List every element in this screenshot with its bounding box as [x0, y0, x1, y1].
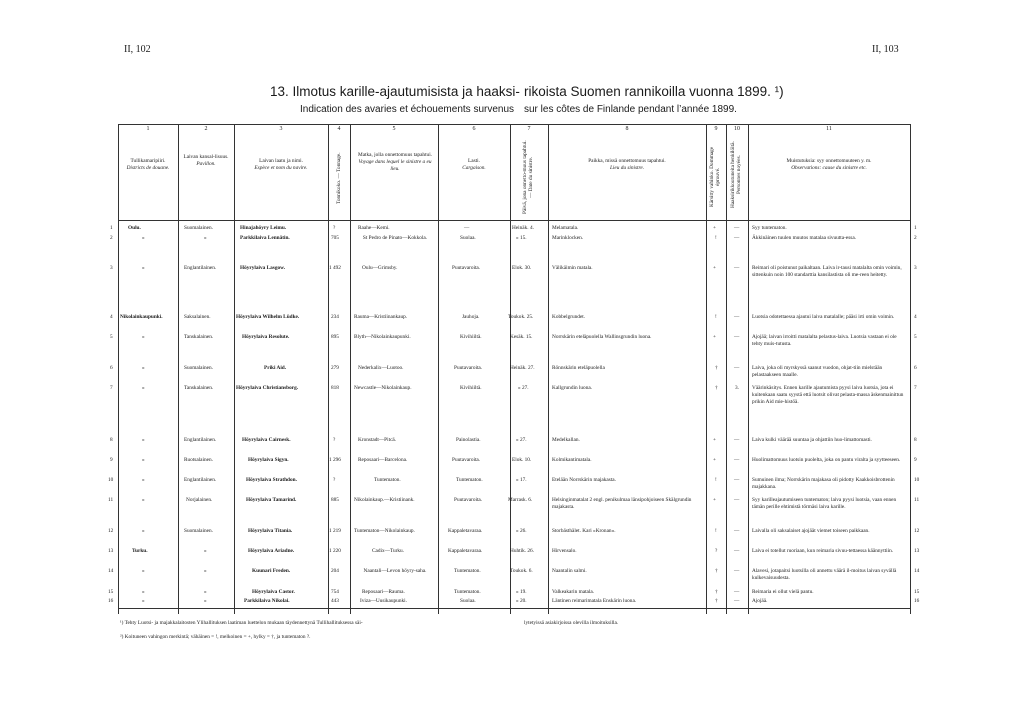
cell-flag: Tanskalainen. — [184, 385, 214, 391]
col-rule — [438, 124, 439, 614]
row-number-right: 16 — [914, 598, 920, 604]
cell-district: » — [142, 497, 145, 503]
col-number: 10 — [734, 126, 740, 132]
cell-ship: Hinajahöyry Leimu. — [240, 225, 287, 231]
cell-district: » — [142, 528, 145, 534]
cell-flag: Saksalainen. — [184, 314, 211, 320]
cell-date: Elok. 10. — [512, 457, 532, 463]
row-number-right: 7 — [914, 385, 917, 391]
cell-drowned: — — [734, 365, 740, 371]
row-number: 2 — [110, 235, 113, 241]
cell-note: Ajojää; laivan irroitti matalalta pelastus-laiva. Luotsia vastaan ei ole tehty muis-tutusta. — [752, 334, 897, 348]
cell-date: Heinäk. 27. — [510, 365, 535, 371]
row-number: 9 — [110, 457, 113, 463]
cell-place: Hirvensalo. — [552, 548, 577, 554]
cell-cargo: Tuntematon. — [454, 568, 481, 574]
cell-voyage: Nederkalix—Luotoo. — [358, 365, 404, 371]
table-row — [110, 385, 917, 406]
col-number: 11 — [826, 126, 832, 132]
row-number-right: 8 — [914, 437, 917, 443]
cell-voyage: Tuntematon. — [374, 477, 401, 483]
row-number: 15 — [108, 589, 114, 595]
cell-date: Heinäk. 4. — [512, 225, 534, 231]
cell-place: Etelään Norrskärin majakasta. — [552, 477, 616, 483]
cell-place: Kallgrundin luona. — [552, 385, 593, 391]
row-number: 8 — [110, 437, 113, 443]
table-row — [110, 314, 917, 320]
cell-damage: + — [713, 437, 716, 443]
row-number-right: 11 — [914, 497, 920, 503]
col-number: 9 — [714, 126, 718, 132]
cell-voyage: St Pedro de Pinato—Kokkola. — [362, 235, 428, 241]
cell-damage: + — [713, 334, 716, 340]
cell-place: Kolmikantimatala. — [552, 457, 592, 463]
row-number-right: 6 — [914, 365, 917, 371]
cell-ship: Höyrylaiva Ariadne. — [248, 548, 295, 554]
footnote-1-continued: lytetyissä asiakirjoissa olevilla ilmoituksilla. — [524, 620, 619, 626]
table-row — [108, 497, 920, 511]
table-top-rule — [118, 124, 910, 125]
cell-drowned: — — [734, 334, 740, 340]
cell-damage: † — [715, 365, 718, 371]
cell-drowned: — — [734, 548, 740, 554]
cell-damage: ! — [715, 314, 717, 320]
cell-district: » — [142, 334, 145, 340]
cell-ship: Höyrylaiva Lasgow. — [240, 265, 286, 271]
cell-flag: Tanskalainen. — [184, 334, 214, 340]
row-number: 6 — [110, 365, 113, 371]
cell-voyage: Newcastle—Nikolainkaup. — [354, 385, 412, 391]
header-voyage: Matka, jolla onnettomuus tapahtui. Voyage dans lequel le sinistre a eu lieu. — [358, 152, 432, 172]
cell-flag: Norjalainen. — [186, 497, 213, 503]
cell-flag: Englantilainen. — [184, 437, 217, 443]
cell-date: » 27. — [518, 385, 529, 391]
cell-note: Laivalla oli saksalaiset ajojäät viemet toiseen paikkaan. — [752, 528, 870, 534]
cell-damage: † — [715, 568, 718, 574]
col-number: 4 — [337, 126, 341, 132]
cell-flag: Englantilainen. — [184, 265, 217, 271]
cell-district: » — [142, 598, 145, 604]
table-row — [108, 548, 920, 554]
footnote-1: ¹) Tehty Luotsi- ja majakkalaitosten Ylihallituksen laatiman luettelon mukaan täydennettynä Tullihallituksessa säi- — [120, 620, 363, 626]
cell-tonnage: 895 — [331, 334, 339, 340]
cell-voyage: Nikolainkaup.—Kristiinank. — [354, 497, 415, 503]
col-number: 5 — [392, 126, 396, 132]
table-row — [110, 225, 917, 231]
cell-tonnage: ? — [333, 437, 336, 443]
cell-place: Valkeakarin matala. — [552, 589, 595, 595]
row-number-right: 1 — [914, 225, 917, 231]
col-number: 1 — [146, 126, 150, 132]
col-number: 6 — [472, 126, 476, 132]
cell-cargo: Suolaa. — [460, 235, 476, 241]
cell-flag: Suomalainen. — [184, 365, 213, 371]
header-tonnage: Tonnikoko. — Tonnage. — [336, 152, 342, 204]
cell-ship: Höyrylaiva Wilhelm Lüdke. — [236, 314, 300, 320]
cell-note: Alavesi, jotapaitsi luotsilla oli annettu väärä il-moitus laivan syvällä kulkevaisuudesta. — [752, 568, 897, 582]
cell-voyage: Reposaari—Barcelona. — [358, 457, 408, 463]
cell-tonnage: 1 492 — [329, 265, 341, 271]
cell-flag: Ruotsalainen. — [184, 457, 213, 463]
cell-drowned: — — [734, 589, 740, 595]
row-number: 14 — [108, 568, 114, 574]
cell-damage: ! — [715, 477, 717, 483]
cell-ship: Höyrylaiva Resolute. — [242, 334, 290, 340]
footnote-2: ²) Koituneen vahingon merkintä; vähäinen = !, melkoinen = +, hylky = †, ja tuntematon ?. — [120, 634, 311, 640]
table-row — [110, 265, 917, 279]
row-number-right: 13 — [914, 548, 920, 554]
cell-flag: Englantilainen. — [184, 477, 217, 483]
row-number-right: 5 — [914, 334, 917, 340]
cell-damage: + — [713, 265, 716, 271]
cell-drowned: — — [734, 235, 740, 241]
header-date: Päivä, jona onnetto-muus tapahtui. — Date du sinistre. — [522, 140, 534, 214]
row-number: 1 — [110, 225, 113, 231]
cell-flag: Suomalainen. — [184, 225, 213, 231]
cell-flag: Suomalainen. — [184, 528, 213, 534]
row-number-right: 4 — [914, 314, 917, 320]
row-number: 11 — [108, 497, 114, 503]
row-number: 7 — [110, 385, 113, 391]
col-rule — [726, 124, 727, 614]
cell-voyage: Naantali—Levon höyry-saha. — [363, 568, 427, 574]
row-number: 4 — [110, 314, 113, 320]
cell-date: Kesäk. 15. — [510, 334, 533, 340]
cell-note: Syy karilleajautumiseen tuntematon; laiva pyysi luotsia, vaan ennen tämän perille ehtimistä törmäsi laiva karille. — [752, 497, 897, 511]
cell-voyage: Tuntematon—Nikolainkaup. — [354, 528, 415, 534]
cell-damage: + — [713, 497, 716, 503]
cell-cargo: Puutavaroita. — [452, 265, 481, 271]
cell-voyage: Rauma—Kristiinankaup. — [354, 314, 408, 320]
cell-ship: Höyrylaiva Christiansborg. — [236, 385, 299, 391]
cell-cargo: Puutavaroita. — [454, 365, 483, 371]
cell-damage: + — [713, 457, 716, 463]
cell-ship: Höyrylaiva Sigyn. — [248, 457, 289, 463]
header-ship: Laivan laatu ja nimi. Espèce et nom du navire. — [254, 158, 308, 171]
cell-flag: » — [204, 568, 207, 574]
col-number: 3 — [279, 126, 283, 132]
row-number: 5 — [110, 334, 113, 340]
cell-drowned: — — [734, 497, 740, 503]
cell-tonnage: ? — [333, 225, 336, 231]
title-left: 13. Ilmotus karille-ajautumisista ja haaksi- — [270, 84, 520, 99]
page-number-left: II, 102 — [124, 44, 151, 55]
cell-place: Välikäimin matala. — [552, 265, 593, 271]
cell-flag: » — [204, 598, 207, 604]
cell-date: » 27. — [516, 437, 527, 443]
cell-cargo: Jauhoja. — [462, 314, 480, 320]
cell-note: Syy tuntematon. — [752, 225, 787, 231]
table-row — [108, 589, 920, 595]
col-rule — [178, 124, 179, 614]
cell-cargo: Suolaa. — [460, 598, 476, 604]
table-row — [110, 457, 917, 463]
cell-note: Reimari oli poistunut paikaltaan. Laiva ir-tausi matalalta omin voimin, sittenkuin noin 100 standarttia kansilastista oli me-reen heitetty. — [752, 265, 902, 279]
cell-place: Kobbelgrundet. — [552, 314, 586, 320]
cell-district: » — [142, 385, 145, 391]
table-row — [110, 365, 917, 379]
cell-district: » — [142, 235, 145, 241]
cell-note: Huolimattomuus luotsin puolelta, joka on pantu viralta ja syytteeseen. — [752, 457, 901, 463]
cell-flag: » — [204, 589, 207, 595]
cell-ship: Parkkilaiva Nikolai. — [244, 598, 290, 604]
header-drowned: Haaksirikkoutuneita henkilöitä. Personnes noyées. — [730, 141, 742, 209]
col-rule — [748, 124, 749, 614]
cell-voyage: Blyth—Nikolainkaupunki. — [354, 334, 411, 340]
row-number-right: 14 — [914, 568, 920, 574]
header-damage: Kärsitty vahinko. Dommage éprouvé. — [709, 146, 721, 208]
cell-ship: Höyrylaiva Castor. — [252, 589, 295, 595]
cell-drowned: — — [734, 457, 740, 463]
cell-drowned: — — [734, 568, 740, 574]
row-number: 3 — [110, 265, 113, 271]
col-rule — [706, 124, 707, 614]
cell-note: Laiva, joka oli myrskyssä saanut vuodon, ohjat-tiin mielstään pelastaakseen maalle. — [752, 365, 883, 379]
cell-district: » — [142, 457, 145, 463]
cell-tonnage: 754 — [331, 589, 339, 595]
row-number: 16 — [108, 598, 114, 604]
cell-ship: Parkkilaiva Lennätin. — [240, 235, 290, 241]
cell-date: » 15. — [516, 235, 527, 241]
cell-flag: » — [204, 235, 207, 241]
table-row — [110, 437, 917, 443]
cell-note: Ajojää. — [752, 598, 768, 604]
cell-tonnage: 705 — [331, 235, 339, 241]
accident-table — [108, 124, 920, 614]
cell-place: Storbästhälet. Kari »Kronan». — [552, 528, 616, 534]
cell-district: Turku. — [132, 548, 148, 554]
cell-note: Äkkinäinen tuulen muutos matalaa sivuutta-essa. — [752, 235, 857, 241]
cell-note: Laiva kulki väärää suuntaa ja ohjattiin huo-limattomasti. — [752, 437, 872, 443]
cell-tonnage: ? — [333, 477, 336, 483]
col-number: 2 — [204, 126, 208, 132]
row-number-right: 2 — [914, 235, 917, 241]
cell-drowned: — — [734, 528, 740, 534]
cell-damage: ? — [715, 548, 718, 554]
row-number: 12 — [108, 528, 114, 534]
cell-voyage: Reposaari—Rauma. — [362, 589, 405, 595]
header-bottom-rule — [118, 220, 910, 221]
cell-damage: † — [715, 385, 718, 391]
col-rule — [234, 124, 235, 614]
cell-date: Marrask. 6. — [508, 497, 533, 503]
cell-date: » 17. — [516, 477, 527, 483]
cell-note: Väärinkäsitys. Ennen karille ajautumista pyysi laiva luotsia, jota ei kuitenkaan saatu syystä että luotsit olivat pelasta-massa äskenmainittun prikin Aid mie-histöä. — [752, 385, 904, 406]
row-number: 13 — [108, 548, 114, 554]
cell-tonnage: 443 — [331, 598, 339, 604]
cell-date: Huhtik. 26. — [510, 548, 534, 554]
cell-tonnage: 204 — [331, 568, 339, 574]
cell-place: Naantalin salmi. — [552, 568, 587, 574]
cell-district: » — [142, 265, 145, 271]
col-rule — [328, 124, 329, 614]
cell-date: » 20. — [516, 598, 527, 604]
cell-district: » — [142, 365, 145, 371]
table-row — [110, 334, 917, 348]
cell-damage: + — [713, 225, 716, 231]
cell-ship: Höyrylaiva Titania. — [248, 528, 293, 534]
cell-drowned: — — [734, 598, 740, 604]
cell-voyage: Cadix—Turku. — [372, 548, 405, 554]
table-row — [108, 528, 920, 534]
col-number: 7 — [527, 126, 531, 132]
cell-drowned: 3. — [735, 385, 739, 391]
cell-tonnage: 1 219 — [329, 528, 341, 534]
row-number-right: 12 — [914, 528, 920, 534]
header-place: Paikka, missä onnettomuus tapahtui. Lieu du sinistre. — [588, 158, 666, 171]
title-right: rikoista Suomen rannikoilla vuonna 1899. ¹) — [524, 84, 784, 99]
cell-cargo: Tuntematon. — [454, 589, 481, 595]
cell-date: Elok. 30. — [512, 265, 532, 271]
cell-cargo: Puutavaroita. — [454, 497, 483, 503]
cell-drowned: — — [734, 437, 740, 443]
cell-damage: ! — [715, 235, 717, 241]
table-row — [108, 568, 920, 582]
cell-flag: » — [204, 548, 207, 554]
page-number-right: II, 103 — [872, 44, 899, 55]
row-number-right: 15 — [914, 589, 920, 595]
cell-tonnage: 234 — [331, 314, 339, 320]
row-number-right: 3 — [914, 265, 917, 271]
cell-drowned: — — [734, 225, 740, 231]
cell-cargo: Painolastia. — [456, 437, 481, 443]
col-number: 8 — [625, 126, 629, 132]
cell-voyage: Kronstadt—Pitcä. — [358, 437, 397, 443]
cell-date: Toukok. 6. — [510, 568, 533, 574]
cell-date: » 26. — [516, 528, 527, 534]
cell-cargo: Tuntematon. — [456, 477, 483, 483]
cell-voyage: Iviza—Uusikaupunki. — [360, 598, 407, 604]
cell-damage: † — [715, 598, 718, 604]
cell-cargo: Kappaletavaraa. — [448, 548, 483, 554]
cell-note: Laiva ei totellut ruoriaan, kun reimaria sivuu-tettaessa käännyttiin. — [752, 548, 894, 554]
cell-place: Läntinen reimarimatala Enskärin luona. — [552, 598, 637, 604]
cell-place: Norrskärin eteläpuolella Wallinsgrundin luona. — [552, 334, 652, 340]
cell-note: Reimaria ei ollut vielä pantu. — [752, 589, 814, 595]
cell-ship: Kuunari Freden. — [252, 568, 291, 574]
cell-district: » — [142, 568, 145, 574]
table-bottom-rule — [118, 608, 910, 609]
cell-note: Sumuinen ilma; Norrskärin majakasa oli pidotty Kaakkoisbrottenin majakkana. — [752, 477, 895, 491]
subtitle-left: Indication des avaries et échouements survenus — [300, 104, 515, 115]
cell-note: Luotsia odotettaessa ajautui laiva matalalle; pääsi irti omin voimin. — [752, 314, 895, 320]
cell-tonnage: 885 — [331, 497, 339, 503]
cell-damage: † — [715, 589, 718, 595]
cell-tonnage: 1 296 — [329, 457, 341, 463]
cell-tonnage: 279 — [331, 365, 339, 371]
table-row — [108, 477, 920, 491]
table-row — [110, 235, 917, 241]
cell-place: Marinklocken. — [552, 235, 584, 241]
cell-district: » — [142, 437, 145, 443]
cell-district: Nikolainkaupunki. — [120, 314, 163, 320]
col-rule — [910, 124, 911, 614]
cell-drowned: — — [734, 314, 740, 320]
header-district: Tullikamaripiiri. Districts de douane. — [126, 158, 170, 171]
cell-cargo: Kivihiiltä. — [460, 385, 482, 391]
col-rule — [548, 124, 549, 614]
cell-date: Toukok. 25. — [508, 314, 534, 320]
cell-voyage: Oulu—Grimsby. — [362, 265, 398, 271]
header-flag: Laivan kansal-lisuus. Pavillon. — [183, 154, 229, 167]
header-cargo: Lasti. Cargaison. — [462, 158, 486, 171]
row-number-right: 10 — [914, 477, 920, 483]
col-rule — [118, 124, 119, 614]
cell-district: Oulu. — [128, 225, 141, 231]
cell-tonnage: 818 — [331, 385, 339, 391]
cell-place: Rönnskärin eteläpuolella — [552, 365, 605, 371]
cell-date: » 19. — [516, 589, 527, 595]
cell-ship: Priki Aid. — [264, 365, 287, 371]
row-number-right: 9 — [914, 457, 917, 463]
cell-ship: Höyrylaiva Cairnesk. — [242, 437, 291, 443]
cell-damage: ! — [715, 528, 717, 534]
cell-drowned: — — [734, 477, 740, 483]
header-observations: Muistutuksia: syy onnettomuuteen y. m. Observations: cause du sinistre etc. — [786, 158, 872, 171]
cell-district: » — [142, 477, 145, 483]
cell-place: Medelkallan. — [552, 437, 580, 443]
cell-cargo: Kappaletavaraa. — [448, 528, 483, 534]
cell-district: » — [142, 589, 145, 595]
cell-ship: Höyrylaiva Strathdon. — [246, 477, 297, 483]
cell-tonnage: 1 220 — [329, 548, 341, 554]
col-rule — [350, 124, 351, 614]
cell-cargo: Kivihiiltä. — [460, 334, 482, 340]
cell-cargo: Puutavaroita. — [452, 457, 481, 463]
cell-place: Melamatala. — [552, 225, 579, 231]
cell-ship: Höyrylaiva Tamarind. — [246, 497, 297, 503]
table-row — [108, 598, 920, 604]
cell-voyage: Raahe—Kemi. — [358, 225, 390, 231]
cell-cargo: — — [464, 225, 470, 231]
subtitle-right: sur les côtes de Finlande pendant l’année 1899. — [524, 104, 737, 115]
cell-drowned: — — [734, 265, 740, 271]
row-number: 10 — [108, 477, 114, 483]
cell-place: Helsinginmatalat 2 engl. penikulmaa länsipohjoiseen Skälgrundin majakasta. — [552, 497, 692, 511]
